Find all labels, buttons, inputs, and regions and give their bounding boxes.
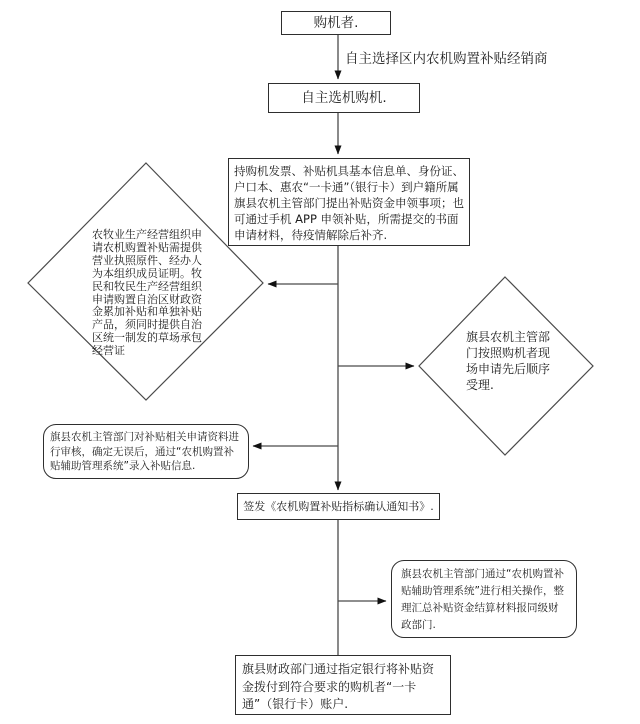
node-purchaser <box>281 11 391 35</box>
node-issue-label: 签发《农机购置补贴指标确认通知书》. <box>243 499 434 513</box>
node-self-choose-label: 自主选机购机. <box>301 89 387 106</box>
node-apply: 持购机发票、补贴机具基本信息单、身份证、户口本、惠农“一卡通”（银行卡）到户籍所属旗县农机主管部门提出补贴资金申领事项；也可通过手机 APP 申领补贴，所需提交的书面申请材料，待疫情解除后补齐. <box>228 158 470 246</box>
edge-label-self-select: 自主选择区内农机购置补贴经销商 <box>345 51 548 67</box>
node-pay: 旗县财政部门通过指定银行将补贴资金拨付到符合要求的购机者“一卡通”（银行卡）账户. <box>235 655 451 715</box>
node-org-note-label: 农牧业生产经营组织申请农机购置补贴需提供营业执照原件、经办人为本组织成员证明。牧民和牧民生产经营组织申请购置自治区财政资金累加补贴和单独补贴产品，须同时提供自治区统一制发的草场承包经营证 <box>92 228 202 358</box>
node-accept-label: 旗县农机主管部门按照购机者现场申请先后顺序受理. <box>466 330 551 392</box>
node-settle: 旗县农机主管部门通过“农机购置补贴辅助管理系统”进行相关操作，整理汇总补贴资金结算材料报同级财政部门. <box>391 560 577 638</box>
node-self-choose <box>268 83 420 113</box>
node-purchaser-label: 购机者. <box>313 14 359 31</box>
node-issue <box>237 493 440 520</box>
node-review: 旗县农机主管部门对补贴相关申请资料进行审核，确定无误后，通过“农机购置补贴辅助管理系统”录入补贴信息. <box>43 424 249 479</box>
